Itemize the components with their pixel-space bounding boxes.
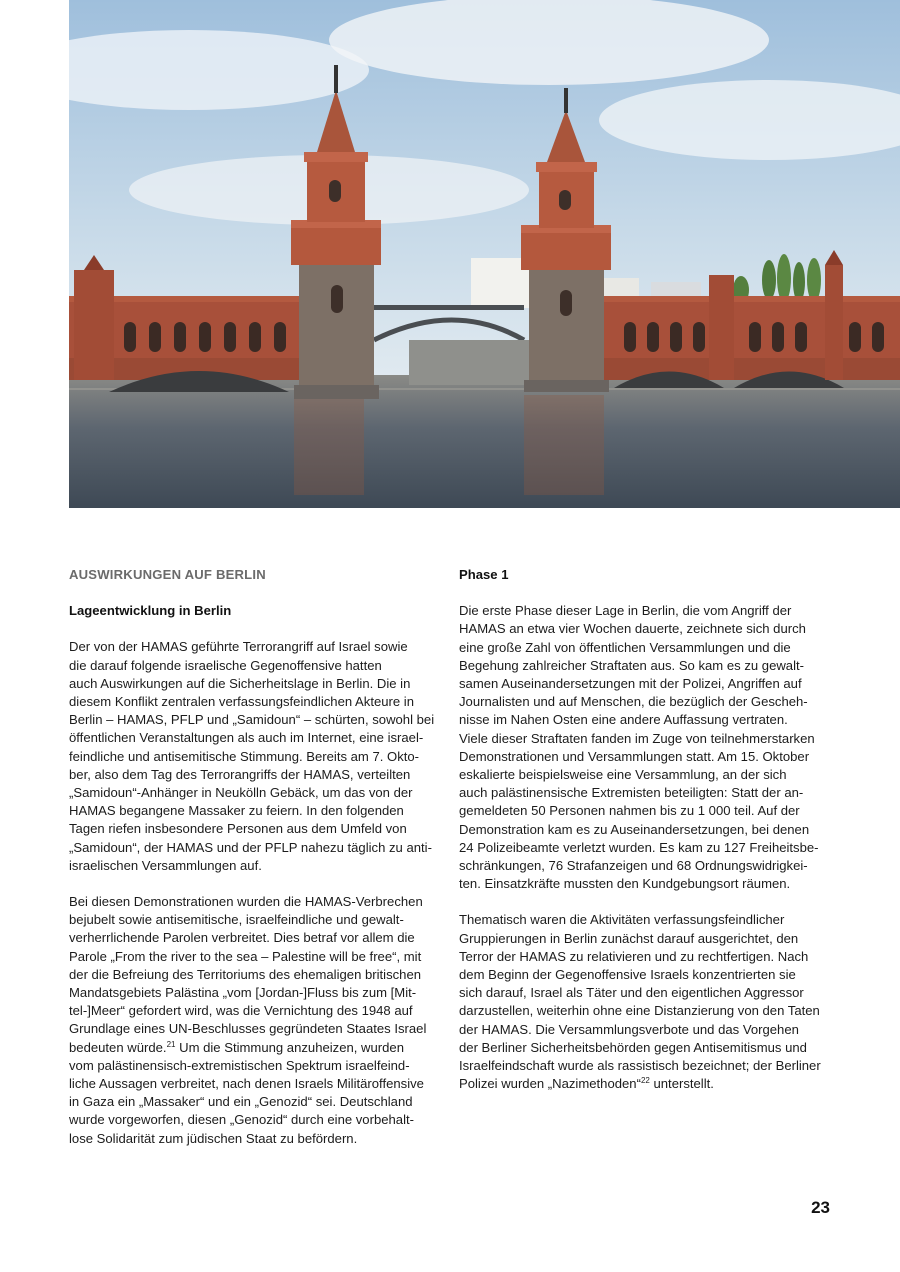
- text-line: Der von der HAMAS geführte Terrorangriff auf Israel sowie: [69, 639, 408, 655]
- text-line: bejubelt sowie antisemitische, israelfeindliche und gewalt-: [69, 912, 404, 928]
- text-line: lose Solidarität zum jüdischen Staat zu befördern.: [69, 1130, 358, 1146]
- text-line: nisse im Nahen Osten eine andere Auffassung vertraten.: [459, 712, 788, 728]
- oberbaum-bridge-photo: [69, 0, 900, 508]
- text-line: Terror der HAMAS zu relativieren und zu rechtfertigen. Nach: [459, 948, 809, 964]
- text-line: diesem Konflikt zentralen verfassungsfeindlichen Akteure in: [69, 694, 414, 710]
- text-line: der Berliner Sicherheitsbehörden gegen Antisemitismus und: [459, 1039, 807, 1055]
- subheading-lageentwicklung: Lageentwicklung in Berlin: [69, 603, 232, 619]
- right-paragraph-2: [459, 911, 831, 1093]
- text-line: öffentlichen Veranstaltungen als auch im Internet, eine israel-: [69, 730, 424, 746]
- text-line: israelischen Versammlungen auf.: [69, 857, 262, 873]
- text-line: samen Auseinandersetzungen mit der Polizei, Angriffen auf: [459, 676, 802, 692]
- right-paragraph-1: [459, 602, 831, 893]
- text-line: dem Beginn der Gegenoffensive Israels konzentrierten sie: [459, 967, 796, 983]
- text-line: gemeldeten 50 Personen nahmen bis zu 1 000 teil. Auf der: [459, 803, 800, 819]
- left-paragraph-2: [69, 893, 441, 1148]
- text-line: Mandatsgebiets Palästina „vom [Jordan-]Fluss bis zum [Mit-: [69, 985, 417, 1001]
- text-line: die darauf folgende israelische Gegenoffensive hatten: [69, 657, 382, 673]
- text-fragment: Um die Stimmung anzuheizen, wurden: [175, 1039, 404, 1055]
- footnote-ref-22[interactable]: 22: [640, 1076, 650, 1086]
- left-paragraph-1: [69, 638, 441, 875]
- text-line: „Samidoun“-Anhänger in Neukölln Gebäck, um das von der: [69, 785, 413, 801]
- text-line: Thematisch waren die Aktivitäten verfassungsfeindlicher: [459, 912, 785, 928]
- text-line: Parole „From the river to the sea – Palestine will be free“, mit: [69, 948, 422, 964]
- text-line-with-footnote: [459, 1075, 831, 1093]
- text-line: der HAMAS. Die Versammlungsverbote und das Vorgehen: [459, 1021, 799, 1037]
- text-line: schränkungen, 76 Strafanzeigen und 68 Ordnungswidrigkei-: [459, 858, 808, 874]
- text-line: ten. Einsatzkräfte mussten den Kundgebungsort räumen.: [459, 876, 791, 892]
- text-line: auch palästinensische Extremisten beteiligten: Statt der an-: [459, 785, 804, 801]
- right-column: [459, 566, 831, 1111]
- text-line-with-footnote: [69, 1039, 441, 1057]
- text-line: Journalisten und auf Menschen, die bezüglich der Gescheh-: [459, 694, 808, 710]
- text-line: Tagen riefen insbesondere Personen aus dem Umfeld von: [69, 821, 407, 837]
- text-line: „Samidoun“, der HAMAS und der PFLP nahezu täglich zu anti-: [69, 839, 432, 855]
- text-line: Berlin – HAMAS, PFLP und „Samidoun“ – schürten, sowohl bei: [69, 712, 435, 728]
- text-line: 24 Polizeibeamte verletzt wurden. Es kam zu 127 Freiheitsbe-: [459, 839, 819, 855]
- text-line: auch Auswirkungen auf die Sicherheitslage in Berlin. Die in: [69, 675, 411, 691]
- text-line: wurde vorgeworfen, diesen „Genozid“ durch eine vorbehalt-: [69, 1112, 414, 1128]
- text-line: Die erste Phase dieser Lage in Berlin, die vom Angriff der: [459, 603, 792, 619]
- text-line: verherrlichende Parolen verbreitet. Dies betraf vor allem die: [69, 930, 415, 946]
- left-column: [69, 566, 441, 1166]
- text-line: liche Aussagen verbreitet, nach denen Israels Militäroffensive: [69, 1076, 424, 1092]
- text-line: eine große Zahl von öffentlichen Versammlungen und die: [459, 639, 791, 655]
- text-line: Begehung zahlreicher Straftaten aus. So kam es zu gewalt-: [459, 657, 804, 673]
- text-line: Israelfeindschaft wurde als rassistisch bezeichnet; der Berliner: [459, 1058, 821, 1074]
- text-fragment: unterstellt.: [649, 1076, 714, 1092]
- text-fragment: Polizei wurden „Nazimethoden“: [459, 1076, 641, 1092]
- text-line: feindliche und antisemitische Stimmung. Bereits am 7. Okto-: [69, 748, 420, 764]
- text-line: HAMAS an etwa vier Wochen dauerte, zeichnete sich durch: [459, 621, 806, 637]
- text-line: Viele dieser Straftaten fanden im Zuge von teilnehmerstarken: [459, 730, 815, 746]
- text-line: Bei diesen Demonstrationen wurden die HAMAS-Verbrechen: [69, 894, 423, 910]
- page-number: 23: [811, 1198, 830, 1217]
- subheading-phase-1: Phase 1: [459, 567, 509, 582]
- text-line: sich darauf, Israel als Täter und den eigentlichen Aggressor: [459, 985, 804, 1001]
- text-line: vom palästinensisch-extremistischen Spektrum israelfeind-: [69, 1057, 410, 1073]
- text-line: tel-]Meer“ gefordert wird, was die Vernichtung des 1948 auf: [69, 1003, 413, 1019]
- section-heading: AUSWIRKUNGEN AUF BERLIN: [69, 567, 266, 582]
- text-line: Demonstrationen und Versammlungen statt. Am 15. Oktober: [459, 748, 810, 764]
- text-line: ber, also dem Tag des Terrorangriffs der HAMAS, verteilten: [69, 766, 411, 782]
- text-line: eskalierte beispielsweise eine Versammlung, an der sich: [459, 767, 787, 783]
- text-line: der die Befreiung des Territoriums des ehemaligen britischen: [69, 966, 422, 982]
- text-line: darzustellen, weiterhin ohne eine Distanzierung von den Taten: [459, 1003, 820, 1019]
- text-fragment: bedeuten würde.: [69, 1039, 167, 1055]
- text-line: Grundlage eines UN-Beschlusses gegründeten Staates Israel: [69, 1021, 427, 1037]
- text-line: HAMAS begangene Massaker zu feiern. In den folgenden: [69, 803, 404, 819]
- text-line: in Gaza ein „Massaker“ und ein „Genozid“ sei. Deutschland: [69, 1094, 413, 1110]
- text-line: Gruppierungen in Berlin zunächst darauf ausgerichtet, den: [459, 930, 799, 946]
- text-line: Demonstration kam es zu Auseinandersetzungen, bei denen: [459, 821, 810, 837]
- footnote-ref-21[interactable]: 21: [166, 1039, 176, 1049]
